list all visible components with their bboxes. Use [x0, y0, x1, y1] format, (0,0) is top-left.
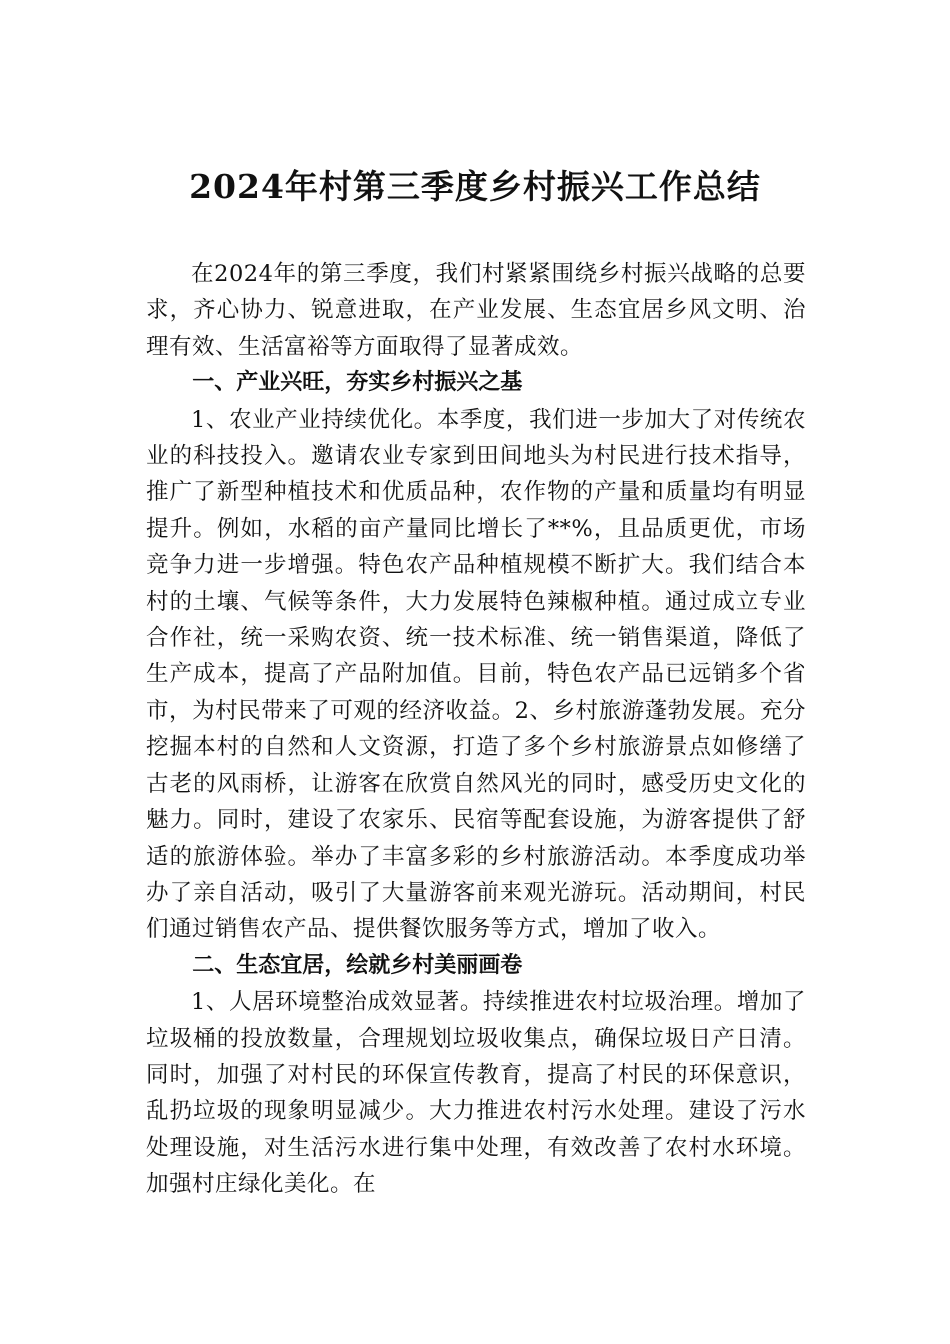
section-paragraph-ecology: 1、人居环境整治成效显著。持续推进农村垃圾治理。增加了垃圾桶的投放数量，合理规划垃圾收集点，确保垃圾日产日清。同时，加强了对村民的环保宣传教育，提高了村民的环保意识，乱扔垃圾的现象明显减少。大力推进农村污水处理。建设了污水处理设施，对生活污水进行集中处理，有效改善了农村水环境。加强村庄绿化美化。在	[146, 989, 806, 1198]
intro-paragraph: 在2024年的第三季度，我们村紧紧围绕乡村振兴战略的总要求，齐心协力、锐意进取，在产业发展、生态宜居乡风文明、治理有效、生活富裕等方面取得了显著成效。	[146, 261, 806, 360]
section-paragraph-industry: 1、农业产业持续优化。本季度，我们进一步加大了对传统农业的科技投入。邀请农业专家到田间地头为村民进行技术指导，推广了新型种植技术和优质品种，农作物的产量和质量均有明显提升。例如，水稻的亩产量同比增长了**%，且品质更优，市场竞争力进一步增强。特色农产品种植规模不断扩大。我们结合本村的土壤、气候等条件，大力发展特色辣椒种植。通过成立专业合作社，统一采购农资、统一技术标准、统一销售渠道，降低了生产成本，提高了产品附加值。目前，特色农产品已远销多个省市，为村民带来了可观的经济收益。2、乡村旅游蓬勃发展。充分挖掘本村的自然和人文资源，打造了多个乡村旅游景点如修缮了古老的风雨桥，让游客在欣赏自然风光的同时，感受历史文化的魅力。同时，建设了农家乐、民宿等配套设施，为游客提供了舒适的旅游体验。举办了丰富多彩的乡村旅游活动。本季度成功举办了亲自活动，吸引了大量游客前来观光游玩。活动期间，村民们通过销售农产品、提供餐饮服务等方式，增加了收入。	[146, 406, 806, 943]
document-body	[146, 256, 806, 1203]
section-heading-ecology: 二、生态宜居，绘就乡村美丽画卷	[192, 952, 523, 978]
section-heading-industry: 一、产业兴旺，夯实乡村振兴之基	[192, 370, 523, 396]
document-title: 2024年村第三季度乡村振兴工作总结	[189, 167, 761, 206]
